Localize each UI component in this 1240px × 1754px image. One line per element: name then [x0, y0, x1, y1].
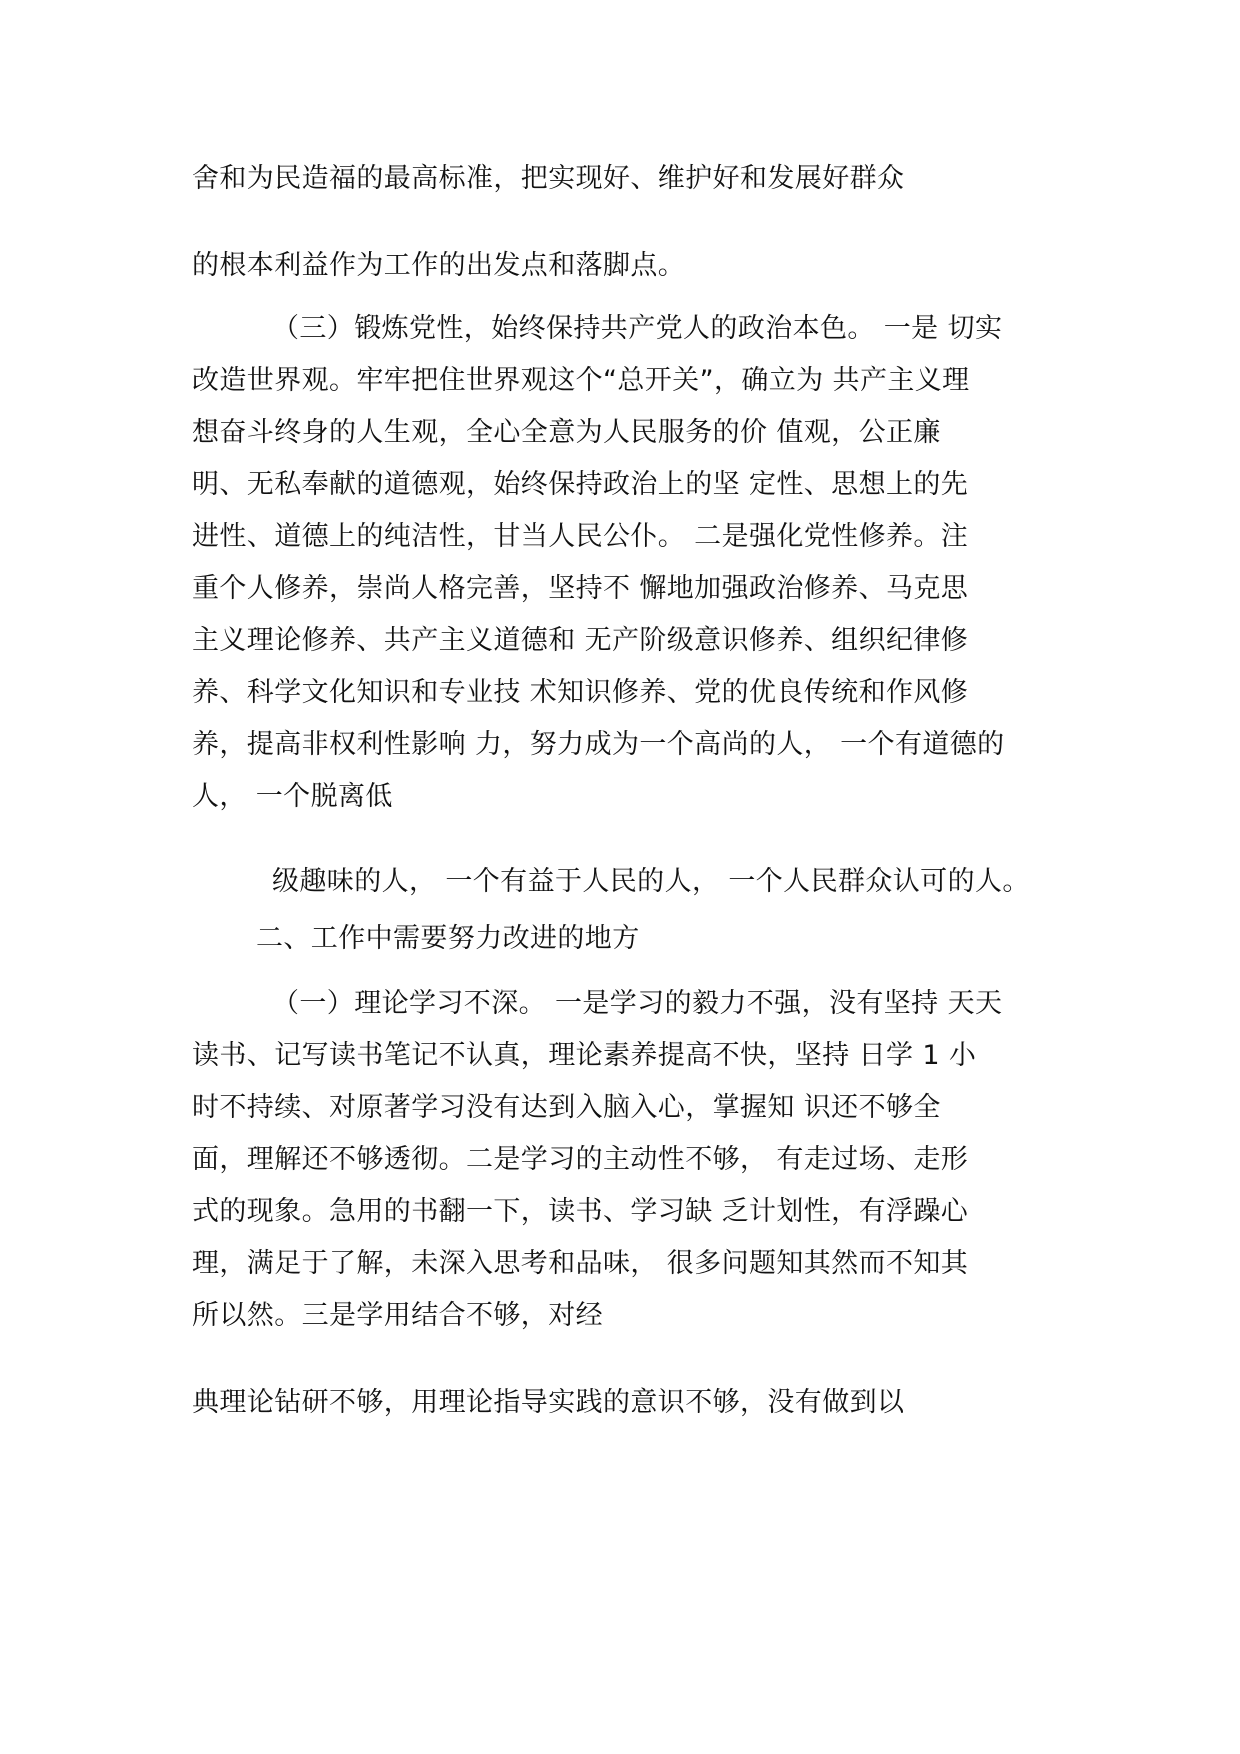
text-line: 养，提高非权利性影响 力，努力成为一个高尚的人， 一个有道德的	[192, 729, 1005, 760]
text-line: 式的现象。急用的书翻一下，读书、学习缺 乏计划性，有浮躁心	[192, 1196, 969, 1227]
text-line: 明、无私奉献的道德观，始终保持政治上的坚 定性、思想上的先	[192, 469, 969, 500]
section-heading-three: （三）锻炼党性，始终保持共产党人的政治本色。 一是 切实	[272, 313, 1003, 344]
section-heading-two: 二、工作中需要努力改进的地方	[256, 923, 640, 954]
text-line: 典理论钻研不够，用理论指导实践的意识不够，没有做到以	[192, 1387, 905, 1418]
text-line: 人， 一个脱离低	[192, 781, 393, 812]
text-line: 级趣味的人， 一个有益于人民的人， 一个人民群众认可的人。	[272, 866, 1030, 897]
text-line: 改造世界观。牢牢把住世界观这个“总开关”，确立为 共产主义理	[192, 365, 970, 396]
text-line: 所以然。三是学用结合不够，对经	[192, 1300, 603, 1331]
text-line: 面，理解还不够透彻。二是学习的主动性不够， 有走过场、走形	[192, 1144, 969, 1175]
text-line: 读书、记写读书笔记不认真，理论素养提高不快，坚持 日学 1 小	[192, 1040, 977, 1071]
text-line: 进性、道德上的纯洁性，甘当人民公仆。 二是强化党性修养。注	[192, 521, 969, 552]
text-line: 理，满足于了解，未深入思考和品味， 很多问题知其然而不知其	[192, 1248, 969, 1279]
text-line: 想奋斗终身的人生观，全心全意为人民服务的价 值观，公正廉	[192, 417, 941, 448]
text-line: 时不持续、对原著学习没有达到入脑入心，掌握知 识还不够全	[192, 1092, 941, 1123]
text-line: 的根本利益作为工作的出发点和落脚点。	[192, 250, 686, 281]
text-line: 主义理论修养、共产主义道德和 无产阶级意识修养、组织纪律修	[192, 625, 969, 656]
text-line: 重个人修养，崇尚人格完善，坚持不 懈地加强政治修养、马克思	[192, 573, 969, 604]
text-line: 舍和为民造福的最高标准，把实现好、维护好和发展好群众	[192, 163, 905, 194]
section-heading-one: （一）理论学习不深。 一是学习的毅力不强，没有坚持 天天	[272, 988, 1003, 1019]
text-line: 养、科学文化知识和专业技 术知识修养、党的优良传统和作风修	[192, 677, 969, 708]
